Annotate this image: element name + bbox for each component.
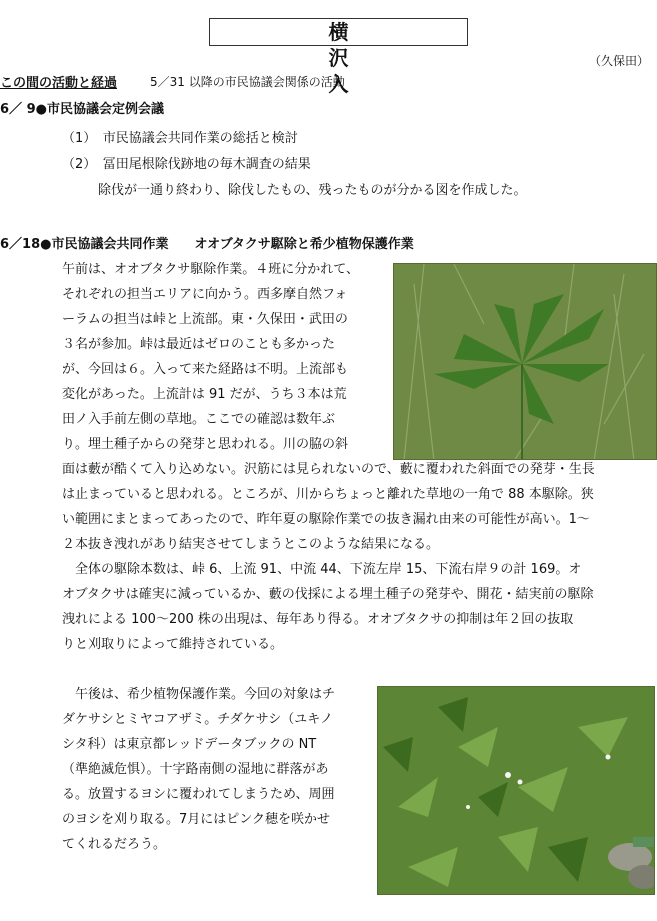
text-line: それぞれの担当エリアに向かう。西多摩自然フォ: [62, 287, 348, 302]
text-line: 午前は、オオブタクサ駆除作業。４班に分かれて、: [62, 262, 360, 277]
text-line: 洩れによる 100～200 株の出現は、毎年あり得る。オオブタクサの抑制は年２回の抜取: [62, 612, 574, 627]
text-line: オブタクサは確実に減っているか、藪の伐採による埋土種子の発芽や、開花・結実前の駆除: [62, 587, 594, 602]
event-item-2: （2） 冨田尾根除伐跡地の毎木調査の結果: [62, 157, 311, 172]
report-text-block-3: [62, 682, 372, 857]
text-line: 全体の駆除本数は、峠 6、上流 91、中流 44、下流左岸 15、下流右岸９の計 169。オ: [62, 562, 582, 577]
text-line: のヨシを刈り取る。7月にはピンク穂を咲かせ: [62, 812, 331, 827]
text-line: る。放置するヨシに覆われてしまうため、周囲: [62, 787, 335, 802]
page-title: 横 沢 入: [209, 18, 468, 46]
text-line: ３名が参加。峠は最近はゼロのことも多かった: [62, 337, 336, 352]
text-line: ダケサシとミヤコアザミ。チダケサシ（ユキノ: [62, 712, 334, 727]
text-line: 午後は、希少植物保護作業。今回の対象はチ: [62, 687, 336, 702]
report-text-block-1: [62, 257, 387, 457]
plant-photo-icon: [378, 687, 655, 895]
text-line: り。埋土種子からの発芽と思われる。川の脇の斜: [62, 437, 349, 452]
author-name: （久保田）: [588, 54, 649, 68]
ragweed-photo: [393, 263, 657, 460]
section-subheading: 5／31 以降の市民協議会関係の活動: [150, 75, 345, 89]
text-line: シタ科）は東京都レッドデータブックの NT: [62, 737, 317, 752]
text-line: が、今回は６。入って来た経路は不明。上流部も: [62, 362, 349, 377]
report-text-block-2: [62, 457, 652, 657]
chidakesashi-photo: [377, 686, 655, 895]
text-line: 田ノ入手前左側の草地。ここでの確認は数年ぶ: [62, 412, 336, 427]
text-line: りと刈取りによって維持されている。: [62, 637, 284, 652]
event-item-1: （1） 市民協議会共同作業の総括と検討: [62, 131, 298, 146]
plant-photo-icon: [394, 264, 657, 460]
text-line: ２本抜き洩れがあり結実させてしまうとこのような結果になる。: [62, 537, 440, 552]
text-line: 面は藪が酷くて入り込めない。沢筋には見られないので、藪に覆われた斜面での発芽・生長: [62, 462, 595, 477]
section-heading: この間の活動と経過: [0, 76, 118, 91]
event-note: 除伐が一通り終わり、除伐したもの、残ったものが分かる図を作成した。: [98, 183, 527, 198]
text-line: てくれるだろう。: [62, 837, 167, 852]
text-line: い範囲にまとまってあったので、昨年夏の駆除作業での抜き漏れ由来の可能性が高い。1～: [62, 512, 590, 527]
text-line: ーラムの担当は峠と上流部。東・久保田・武田の: [62, 312, 348, 327]
event-title-0609: 6／ 9●市民協議会定例会議: [0, 102, 164, 117]
text-line: （準絶滅危惧）。十字路南側の湿地に群落があ: [62, 762, 329, 777]
text-line: は止まっていると思われる。ところが、川からちょっと離れた草地の一角で 88 本駆除。狭: [62, 487, 594, 502]
text-line: 変化があった。上流計は 91 だが、うち３本は荒: [62, 387, 347, 402]
event-title-0618: 6／18●市民協議会共同作業 オオブタクサ駆除と希少植物保護作業: [0, 237, 414, 252]
